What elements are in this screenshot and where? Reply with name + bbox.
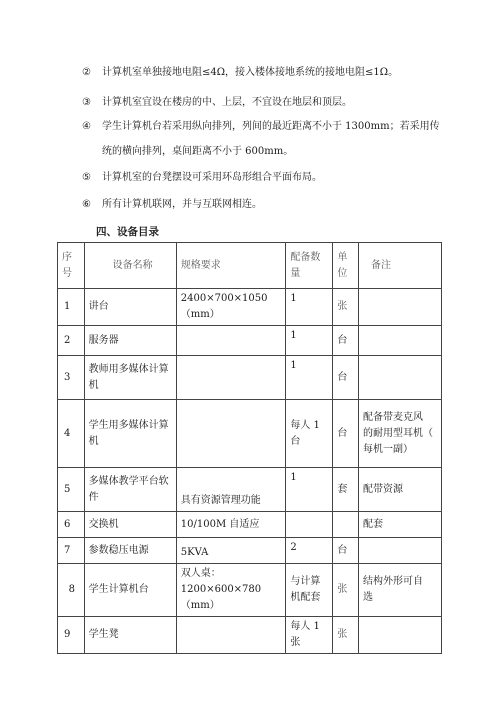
cell-note (359, 617, 442, 654)
cell-name: 参数稳压电源 (84, 538, 176, 564)
requirement-item-6 (82, 198, 262, 212)
cell-note: 配备带麦克风 的耐用型耳机（ 每机一副） (359, 400, 442, 468)
cell-no: 8 (58, 564, 85, 617)
table-header-row (58, 243, 442, 289)
item-text: 所有计算机联网，并与互联网相连。 (102, 199, 262, 210)
cell-note: 配套 (359, 512, 442, 538)
table-row (58, 617, 442, 654)
cell-qty: 1 (286, 468, 333, 512)
cell-qty: 2 (286, 538, 333, 564)
cell-name: 教师用多媒体计算 机 (84, 356, 176, 400)
cell-no: 9 (58, 617, 85, 654)
item-text: 计算机室的台凳摆设可采用环岛形组合平面布局。 (102, 172, 322, 183)
cell-unit: 台 (333, 326, 359, 356)
cell-qty: 与计算 机配套 (286, 564, 333, 617)
cell-spec (176, 326, 286, 356)
cell-note: 配带资源 (359, 468, 442, 512)
requirement-item-2 (82, 66, 398, 80)
cell-qty (286, 512, 333, 538)
cell-qty: 每人 1 台 (286, 400, 333, 468)
cell-spec (176, 356, 286, 400)
cell-qty: 1 (286, 289, 333, 326)
header-note: 备注 (359, 243, 442, 289)
cell-unit (333, 512, 359, 538)
header-qty: 配备数 量 (286, 243, 333, 289)
header-name: 设备名称 (84, 243, 176, 289)
table-row (58, 326, 442, 356)
item-number: ④ (82, 121, 91, 132)
table-row (58, 468, 442, 512)
requirement-item-4 (82, 120, 440, 134)
cell-no: 2 (58, 326, 85, 356)
cell-note (359, 356, 442, 400)
cell-spec: 具有资源管理功能 (176, 468, 286, 512)
item-number: ⑤ (82, 172, 91, 183)
equipment-table (57, 242, 442, 654)
cell-name: 讲台 (84, 289, 176, 326)
cell-unit: 台 (333, 400, 359, 468)
requirement-item-5 (82, 171, 322, 185)
cell-name: 服务器 (84, 326, 176, 356)
item-text-line1: 学生计算机台若采用纵向排列，列间的最近距离不小于 1300mm；若采用传 (102, 121, 440, 132)
header-spec: 规格要求 (176, 243, 286, 289)
item-text-line2: 统的横向排列，桌间距离不小于 600mm。 (102, 146, 294, 157)
table-row (58, 289, 442, 326)
item-text: 计算机室单独接地电阻≤4Ω，接入楼体接地系统的接地电阻≤1Ω。 (102, 67, 399, 78)
item-number: ③ (82, 97, 91, 108)
cell-name: 交换机 (84, 512, 176, 538)
cell-no: 4 (58, 400, 85, 468)
header-no: 序 号 (58, 243, 85, 289)
cell-no: 7 (58, 538, 85, 564)
cell-note: 结构外形可自 选 (359, 564, 442, 617)
table-row (58, 400, 442, 468)
cell-spec: 双人桌：1200×600×780 （mm） (176, 564, 286, 617)
cell-qty: 每人 1 张 (286, 617, 333, 654)
table-row (58, 512, 442, 538)
table-row (58, 564, 442, 617)
cell-unit: 台 (333, 538, 359, 564)
cell-no: 6 (58, 512, 85, 538)
cell-qty: 1 (286, 326, 333, 356)
header-unit: 单 位 (333, 243, 359, 289)
cell-spec: 2400×700×1050（mm） (176, 289, 286, 326)
item-text: 计算机室宜设在楼房的中、上层，不宜设在地层和顶层。 (102, 97, 352, 108)
table-row (58, 356, 442, 400)
cell-unit: 张 (333, 289, 359, 326)
table-row (58, 538, 442, 564)
cell-spec: 10/100M 自适应 (176, 512, 286, 538)
requirement-item-3 (82, 96, 352, 110)
cell-name: 学生用多媒体计算 机 (84, 400, 176, 468)
item-number: ② (82, 67, 91, 78)
cell-note (359, 538, 442, 564)
cell-note (359, 289, 442, 326)
cell-spec (176, 400, 286, 468)
cell-no: 1 (58, 289, 85, 326)
item-number: ⑥ (82, 199, 91, 210)
cell-name: 学生凳 (84, 617, 176, 654)
cell-unit: 张 (333, 617, 359, 654)
requirement-item-4-continued (102, 145, 293, 159)
cell-spec: 5KVA (176, 538, 286, 564)
cell-spec (176, 617, 286, 654)
cell-unit: 套 (333, 468, 359, 512)
cell-qty: 1 (286, 356, 333, 400)
cell-unit: 张 (333, 564, 359, 617)
cell-no: 3 (58, 356, 85, 400)
cell-no: 5 (58, 468, 85, 512)
section-title: 四、设备目录 (96, 226, 159, 238)
cell-name: 学生计算机台 (84, 564, 176, 617)
cell-name: 多媒体教学平台软 件 (84, 468, 176, 512)
cell-unit: 台 (333, 356, 359, 400)
cell-note (359, 326, 442, 356)
